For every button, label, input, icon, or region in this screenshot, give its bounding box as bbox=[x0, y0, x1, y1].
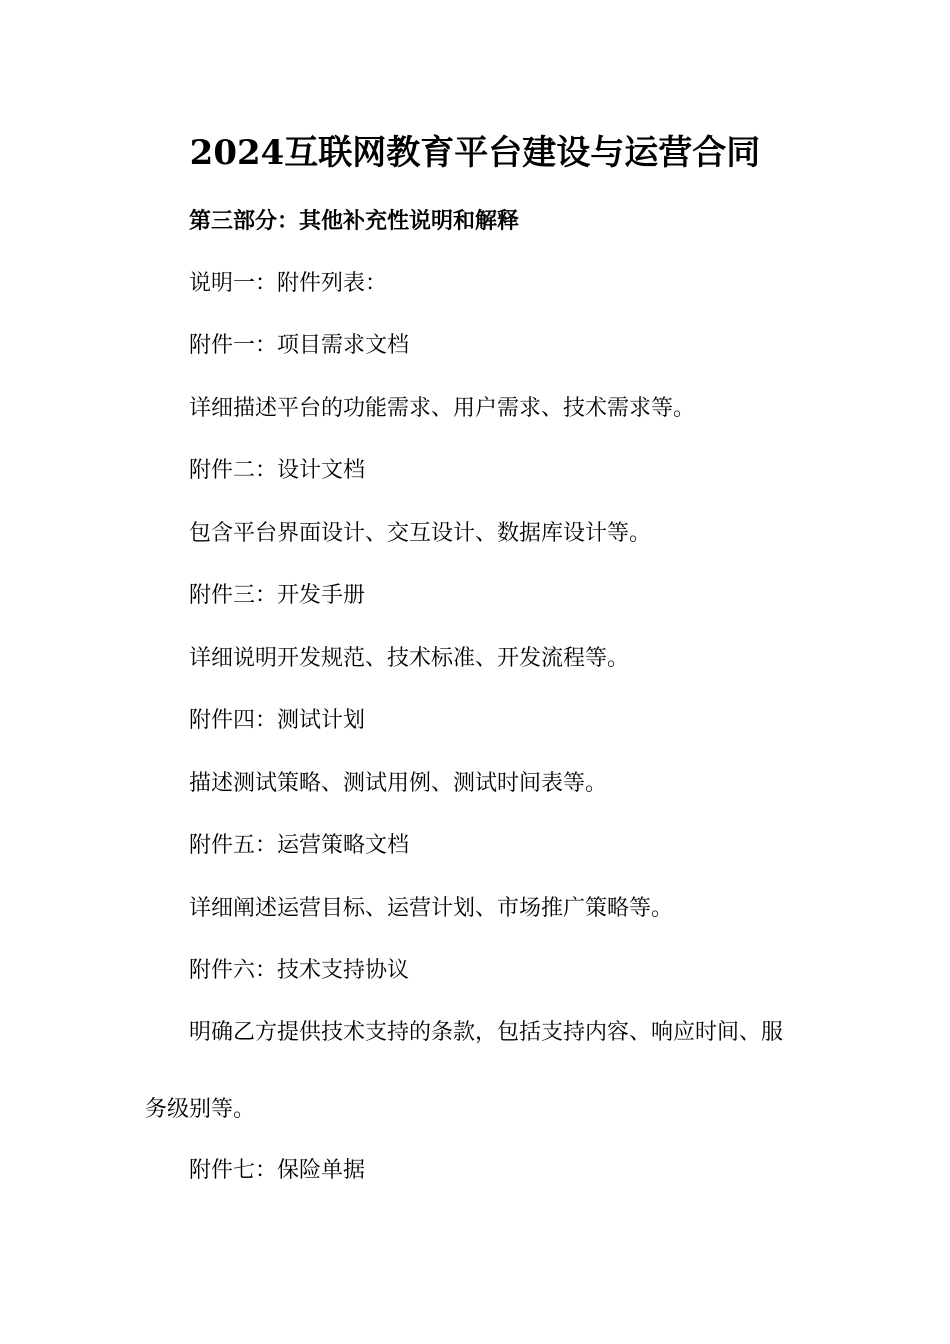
attachment-6-description-line1: 明确乙方提供技术支持的条款，包括支持内容、响应时间、服 bbox=[189, 1020, 784, 1045]
attachment-6-description-line2: 务级别等。 bbox=[145, 1097, 256, 1122]
attachment-3-description: 详细说明开发规范、技术标准、开发流程等。 bbox=[189, 646, 630, 671]
attachment-7-label: 附件七：保险单据 bbox=[189, 1158, 366, 1183]
attachment-5-description: 详细阐述运营目标、运营计划、市场推广策略等。 bbox=[189, 896, 674, 921]
attachment-5-label: 附件五：运营策略文档 bbox=[189, 833, 410, 858]
attachment-4-label: 附件四：测试计划 bbox=[189, 708, 366, 733]
attachment-1-label: 附件一：项目需求文档 bbox=[189, 333, 410, 358]
attachment-4-description: 描述测试策略、测试用例、测试时间表等。 bbox=[189, 771, 608, 796]
attachment-2-label: 附件二：设计文档 bbox=[189, 458, 366, 483]
note-heading: 说明一：附件列表： bbox=[189, 271, 388, 296]
document-title: 2024互联网教育平台建设与运营合同 bbox=[189, 133, 761, 173]
attachment-1-description: 详细描述平台的功能需求、用户需求、技术需求等。 bbox=[189, 396, 696, 421]
attachment-3-label: 附件三：开发手册 bbox=[189, 583, 366, 608]
section-heading: 第三部分：其他补充性说明和解释 bbox=[189, 208, 520, 234]
attachment-6-label: 附件六：技术支持协议 bbox=[189, 958, 410, 983]
attachment-2-description: 包含平台界面设计、交互设计、数据库设计等。 bbox=[189, 521, 652, 546]
